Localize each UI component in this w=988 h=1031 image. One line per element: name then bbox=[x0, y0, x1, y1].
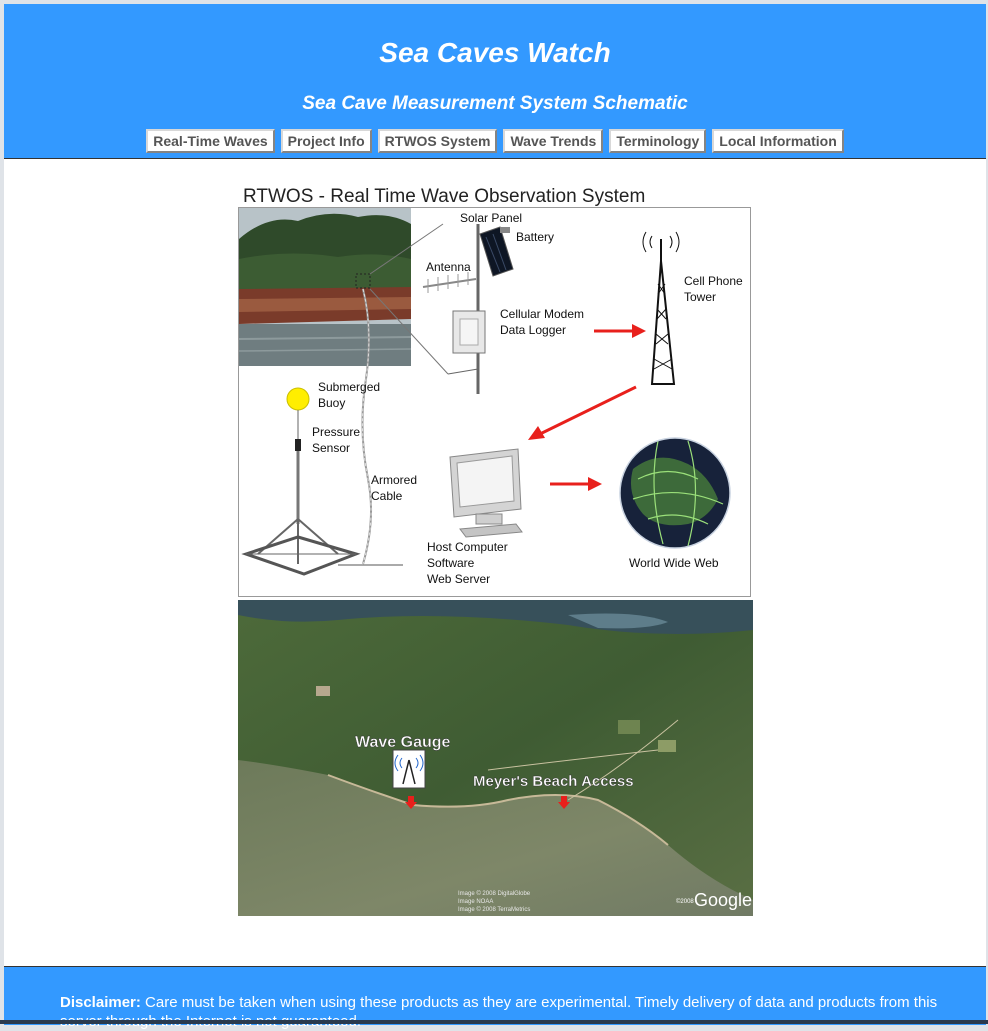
schematic-title: RTWOS - Real Time Wave Observation System bbox=[243, 186, 646, 207]
page bbox=[4, 4, 986, 1024]
rtwos-schematic-image bbox=[238, 179, 753, 597]
google-copyright: ©2008 bbox=[676, 899, 694, 905]
buoy-drawing bbox=[287, 388, 309, 410]
label-cell-phone: Cell Phone bbox=[684, 274, 743, 288]
shoreline-photo bbox=[239, 208, 411, 366]
nav-real-time-waves[interactable]: Real-Time Waves bbox=[146, 129, 274, 153]
label-software: Software bbox=[427, 556, 475, 570]
nav-project-info[interactable]: Project Info bbox=[281, 129, 372, 153]
label-solar-panel: Solar Panel bbox=[460, 211, 523, 225]
nav-bar bbox=[4, 129, 986, 153]
label-sensor: Sensor bbox=[312, 441, 351, 455]
label-data-logger: Data Logger bbox=[500, 323, 567, 337]
label-world-wide-web: World Wide Web bbox=[629, 556, 719, 570]
disclaimer bbox=[60, 993, 940, 1031]
nav-terminology[interactable]: Terminology bbox=[609, 129, 706, 153]
page-subtitle: Sea Cave Measurement System Schematic bbox=[302, 93, 688, 114]
label-cable: Cable bbox=[371, 489, 403, 503]
label-web-server: Web Server bbox=[427, 572, 491, 586]
label-cellular-modem: Cellular Modem bbox=[500, 307, 585, 321]
label-battery: Battery bbox=[516, 230, 555, 244]
credit-terrametrics: Image © 2008 TerraMetrics bbox=[458, 907, 531, 913]
label-buoy: Buoy bbox=[318, 396, 346, 410]
window-bottom-strip bbox=[0, 1020, 988, 1024]
label-wave-gauge: Wave Gauge bbox=[355, 734, 451, 751]
nav-rtwos-system[interactable]: RTWOS System bbox=[378, 129, 498, 153]
pressure-sensor-drawing bbox=[295, 439, 301, 451]
disclaimer-label: Disclaimer: bbox=[60, 994, 141, 1011]
nav-wave-trends[interactable]: Wave Trends bbox=[503, 129, 603, 153]
label-antenna: Antenna bbox=[426, 260, 471, 274]
label-pressure: Pressure bbox=[312, 425, 361, 439]
disclaimer-text: Care must be taken when using these products as they are experimental. Timely delivery of data and products from this bbox=[145, 994, 938, 1011]
credit-digitalglobe: Image © 2008 DigitalGlobe bbox=[458, 891, 531, 897]
site-header bbox=[4, 4, 986, 159]
label-submerged: Submerged bbox=[318, 380, 381, 394]
nav-local-information[interactable]: Local Information bbox=[712, 129, 843, 153]
aerial-map-image bbox=[238, 600, 753, 916]
credit-noaa: Image NOAA bbox=[458, 899, 494, 905]
google-logo: Google bbox=[694, 890, 753, 910]
data-logger-box bbox=[453, 311, 485, 353]
site-footer bbox=[4, 966, 986, 1025]
label-armored: Armored bbox=[371, 473, 418, 487]
label-tower: Tower bbox=[684, 290, 717, 304]
world-wide-web-globe bbox=[620, 438, 730, 548]
label-meyers-beach-access: Meyer's Beach Access bbox=[473, 773, 634, 790]
label-host-computer: Host Computer bbox=[427, 540, 508, 554]
site-title: Sea Caves Watch bbox=[379, 37, 611, 68]
